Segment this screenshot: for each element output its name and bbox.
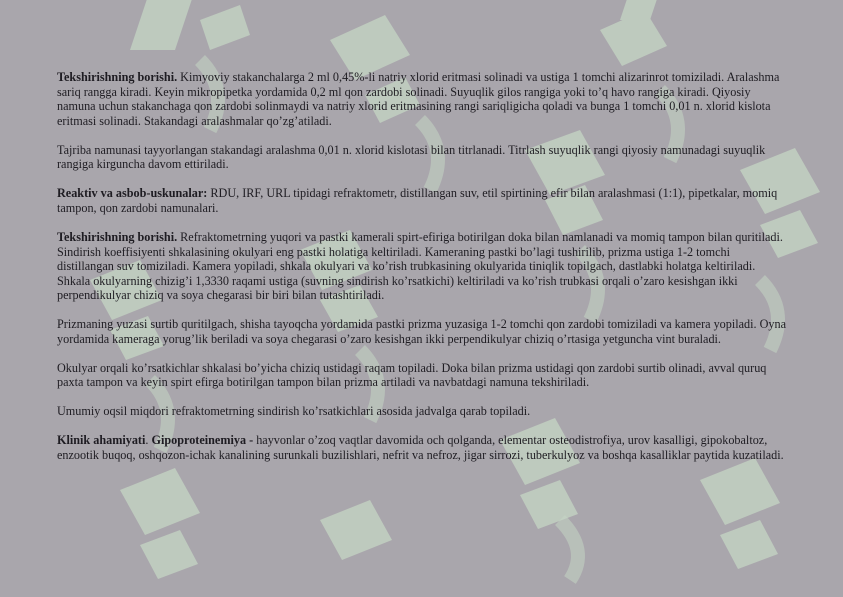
- paragraph-lead: Klinik ahamiyati: [57, 433, 146, 448]
- paragraph-text: Okulyar orqali ko’rsatkichlar shkalasi bo’yicha chiziq ustidagi raqam topiladi. Doka bilan prizma ustidagi qon zardobi surtib olinadi, avval quruq paxta tampon va keyin spirt efirga botirilgan tampon bilan prizma artiladi va navbatdagi namuna tekshiriladi.: [57, 360, 767, 390]
- paragraph-reagents: [57, 186, 787, 215]
- paragraph-procedure-1: [57, 70, 787, 128]
- document-page: [57, 70, 787, 477]
- paragraph-prism: [57, 317, 787, 346]
- paragraph-text: hayvonlar o’zoq vaqtlar davomida och qolganda, elementar osteodistrofiya, urov kasalligi, gipokobaltoz, enzootik buqoq, oshqozon-ichak kanalining surunkali buzilishlari, nefrit va nefroz, jigar sirrozi, tuberkulyoz va boshqa kasalliklar paytida kuzatiladi.: [57, 433, 784, 463]
- paragraph-lead: Tekshirishning borishi.: [57, 70, 178, 84]
- paragraph-lead: Tekshirishning borishi.: [57, 229, 178, 244]
- paragraph-text: RDU, IRF, URL tipidagi refraktometr, distillangan suv, etil spirtining efir bilan aralashmasi (1:1), pipetkalar, momiq tampon, qon zardobi namunalari.: [57, 186, 778, 215]
- paragraph-text: Refraktometrning yuqori va pastki kamerali spirt-efiriga botirilgan doka bilan namlanadi va momiq tampon bilan quritiladi. Sindirish koeffisiyenti shkalasining okulyari eng pastki holatiga keltiriladi. Kameraning pastki bo’lagi tushirilib, prizma ustiga 1-2 tomchi distillangan suv tomiziladi. Kamera yopiladi, shkala okulyari va ko’rish trubkasining okulyarida tiniqlik topilgach, dastlabki holatga keltiriladi. Shkala okulyarning chizig’i 1,3330 raqami ustiga (suvning sindirish ko’rsatkichi) keltiriladi va ko’rish trubkasi orqali o’zaro kesishgan ikki perpendikulyar chiziq va soya chegarasi bir biri bilan tutashtiriladi.: [57, 229, 783, 303]
- paragraph-procedure-2: [57, 230, 787, 303]
- paragraph-text: Umumiy oqsil miqdori refraktometrning sindirish ko’rsatkichlari asosida jadvalga qarab topiladi.: [57, 404, 531, 419]
- paragraph-eyepiece: [57, 361, 787, 390]
- paragraph-lead: Reaktiv va asbob-uskunalar:: [57, 186, 208, 201]
- paragraph-titration: [57, 143, 787, 172]
- paragraph-text: Prizmaning yuzasi surtib quritilgach, shisha tayoqcha yordamida pastki prizma yuzasiga 1-2 tomchi qon zardobi tomiziladi va kamera yopiladi. Oyna yordamida kameraga yorug’lik beriladi va soya chegarasi o’zaro kesishgan ikki perpendikulyar chiziq o’rtasiga yetguncha vint buraladi.: [57, 317, 787, 346]
- paragraph-separator: .: [145, 433, 152, 448]
- paragraph-lead-2: Gipoproteinemiya -: [151, 433, 254, 448]
- paragraph-clinical: [57, 433, 787, 462]
- paragraph-text: Kimyoviy stakanchalarga 2 ml 0,45%-li natriy xlorid eritmasi solinadi va ustiga 1 tomchi alizarinrot tomiziladi. Aralashma sariq rangga kiradi. Keyin mikropipetka yordamida 0,2 ml qon zardobi solinadi. Suyuqlik gilos rangiga yoki to’q havo rangiga kiradi. Qiyosiy namuna uchun stakanchaga qon zardobi solinmaydi va natriy xlorid eritmasining rangi sariqligicha qoladi va bunga 1 tomchi 0,01 n. xlorid kislota eritmasi solinadi. Stakandagi aralashmalar qo’zg’atiladi.: [57, 70, 780, 128]
- paragraph-text: Tajriba namunasi tayyorlangan stakandagi aralashma 0,01 n. xlorid kislotasi bilan titrlanadi. Titrlash suyuqlik rangi qiyosiy namunadagi suyuqlik rangiga kirguncha davom ettiriladi.: [57, 142, 766, 172]
- paragraph-total-protein: [57, 404, 787, 419]
